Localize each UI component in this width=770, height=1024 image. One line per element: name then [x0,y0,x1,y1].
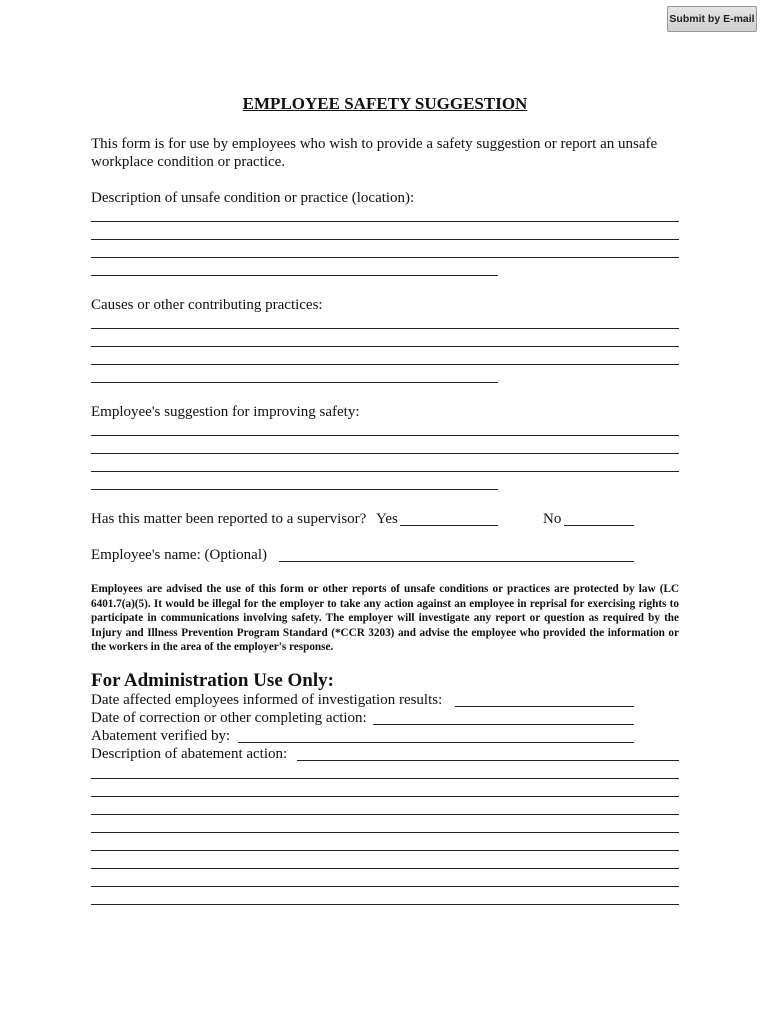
employee-name-field[interactable] [279,561,634,562]
abatement-action-line-4[interactable] [91,832,679,833]
admin-heading: For Administration Use Only: [91,670,334,691]
causes-label: Causes or other contributing practices: [91,297,323,313]
reported-no-field[interactable] [564,525,634,526]
abatement-action-line-6[interactable] [91,868,679,869]
causes-line-3[interactable] [91,364,679,365]
suggestion-label: Employee's suggestion for improving safety: [91,404,360,420]
abatement-action-line-5[interactable] [91,850,679,851]
suggestion-line-3[interactable] [91,471,679,472]
abatement-action-line-8[interactable] [91,904,679,905]
description-line-4[interactable] [91,275,498,276]
abatement-action-line-3[interactable] [91,814,679,815]
intro-line-1: This form is for use by employees who wish to provide a safety suggestion or report an unsafe [91,136,658,152]
form-title: EMPLOYEE SAFETY SUGGESTION [242,94,528,113]
causes-line-2[interactable] [91,346,679,347]
description-line-3[interactable] [91,257,679,258]
causes-line-1[interactable] [91,328,679,329]
date-correction-label: Date of correction or other completing action: [91,710,367,726]
description-line-2[interactable] [91,239,679,240]
reported-no-label: No [543,511,562,527]
employee-name-label: Employee's name: (Optional) [91,547,267,563]
abatement-action-line-7[interactable] [91,886,679,887]
causes-line-4[interactable] [91,382,498,383]
reported-question: Has this matter been reported to a supervisor? [91,511,367,527]
abatement-verified-field[interactable] [238,742,634,743]
submit-by-email-button[interactable]: Submit by E-mail [667,6,757,32]
abatement-action-line-2[interactable] [91,796,679,797]
intro-line-2: workplace condition or practice. [91,154,286,170]
reported-yes-field[interactable] [400,525,498,526]
date-correction-field[interactable] [373,724,634,725]
abatement-action-label: Description of abatement action: [91,746,288,762]
description-label: Description of unsafe condition or practice (location): [91,190,415,206]
suggestion-line-2[interactable] [91,453,679,454]
date-informed-label: Date affected employees informed of investigation results: [91,692,443,708]
abatement-verified-label: Abatement verified by: [91,728,231,744]
abatement-action-line-1[interactable] [91,778,679,779]
legal-notice: Employees are advised the use of this form or other reports of unsafe conditions or practices are protected by law (LC 6401.7(a)(5). It would be illegal for the employer to take any action against an employee in reprisal for exercising rights to participate in communications involving safety. The employer will investigate any report or question as required by the Injury and Illness Prevention Program Standard (*CCR 3203) and advise the employee who provided the information or the workers in the area of the employer's response. [91,583,679,653]
suggestion-line-4[interactable] [91,489,498,490]
date-informed-field[interactable] [455,706,634,707]
abatement-action-field[interactable] [297,760,679,761]
reported-yes-label: Yes [376,511,398,527]
description-line-1[interactable] [91,221,679,222]
suggestion-line-1[interactable] [91,435,679,436]
